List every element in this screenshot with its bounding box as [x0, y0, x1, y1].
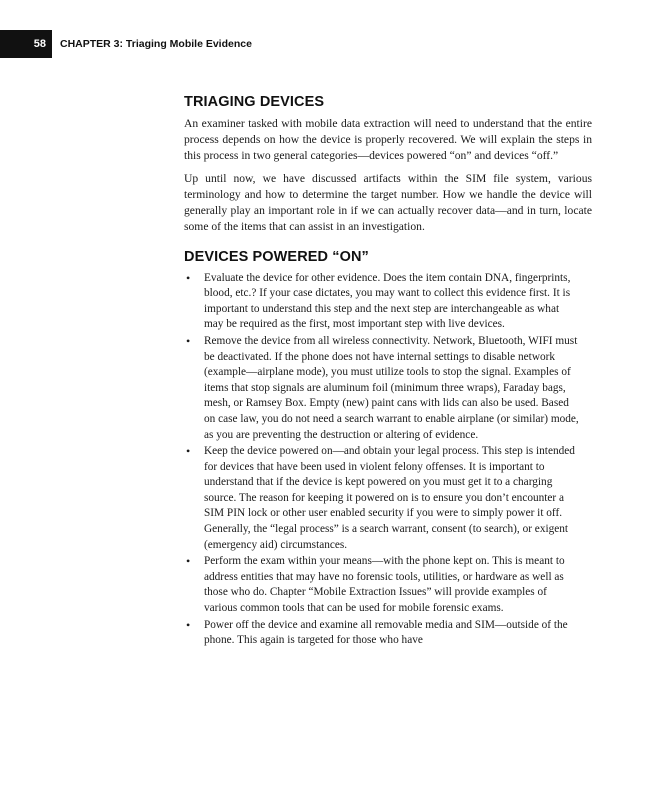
list-item: [184, 271, 580, 333]
bullet-icon: •: [186, 444, 191, 459]
bullet-icon: •: [186, 333, 191, 348]
section-heading-devices-powered-on: DEVICES POWERED “ON”: [184, 248, 369, 265]
list-item-text: Power off the device and examine all removable media and SIM—outside of the phone. This again is targeted for those who have: [204, 618, 568, 647]
paragraph-handling: Up until now, we have discussed artifacts within the SIM file system, various terminology and how to determine the target number. How we handle the device will generally play an important role in if we can actually recover data—and in turn, locate some of the items that can assist in an investigation.: [184, 172, 592, 233]
bullet-icon: •: [186, 617, 191, 632]
paragraph-intro: An examiner tasked with mobile data extraction will need to understand that the entire process depends on how the device is properly recovered. We will explain the steps in this process in two general categories—devices powered “on” and devices “off.”: [184, 117, 592, 162]
list-item-text: Evaluate the device for other evidence. Does the item contain DNA, fingerprints, blood, etc.? If your case dictates, you may want to collect this evidence first. It is important to understand this step and the next step are interchangeable as what may be required as the first, most important step with live devices.: [204, 271, 571, 331]
main-content: [184, 94, 592, 650]
chapter-title: CHAPTER 3: Triaging Mobile Evidence: [60, 38, 252, 50]
bullet-icon: •: [186, 554, 191, 569]
section-heading-triaging-devices: TRIAGING DEVICES: [184, 94, 325, 110]
running-header: [0, 30, 252, 58]
list-item: [184, 444, 580, 553]
page-number: 58: [0, 30, 52, 58]
list-item: [184, 618, 580, 649]
list-item: [184, 554, 580, 616]
list-item: [184, 334, 580, 443]
list-item-text: Keep the device powered on—and obtain your legal process. This step is intended for devices that have been used in violent felony offenses. It is important to understand that if the device is kept powered on you must get it to a charging source. The reason for keeping it powered on is to ensure you don’t encounter a SIM PIN lock or other user enabled security if you were to simply power it off. Generally, the “legal process” is a search warrant, consent (to search), or exigent (emergency aid) circumstances.: [204, 445, 575, 551]
bullet-list: [184, 271, 592, 649]
bullet-icon: •: [186, 270, 191, 285]
list-item-text: Remove the device from all wireless connectivity. Network, Bluetooth, WIFI must be deactivated. If the phone does not have internal settings to disable network (example—airplane mode), you must utilize tools to stop the signal. Examples of items that stop signals are aluminum foil (minimum three wraps), Faraday bags, mesh, or Ramsey Box. Empty (new) paint cans with lids can also be used. Based on case law, you do not need a search warrant to enable airplane (or similar) mode, as you are preventing the destruction or altering of evidence.: [204, 334, 579, 441]
list-item-text: Perform the exam within your means—with the phone kept on. This is meant to address entities that may have no forensic tools, utilities, or hardware as well as those who do. Chapter “Mobile Extraction Issues” will provide examples of various common tools that can be used for mobile forensic exams.: [204, 555, 565, 615]
